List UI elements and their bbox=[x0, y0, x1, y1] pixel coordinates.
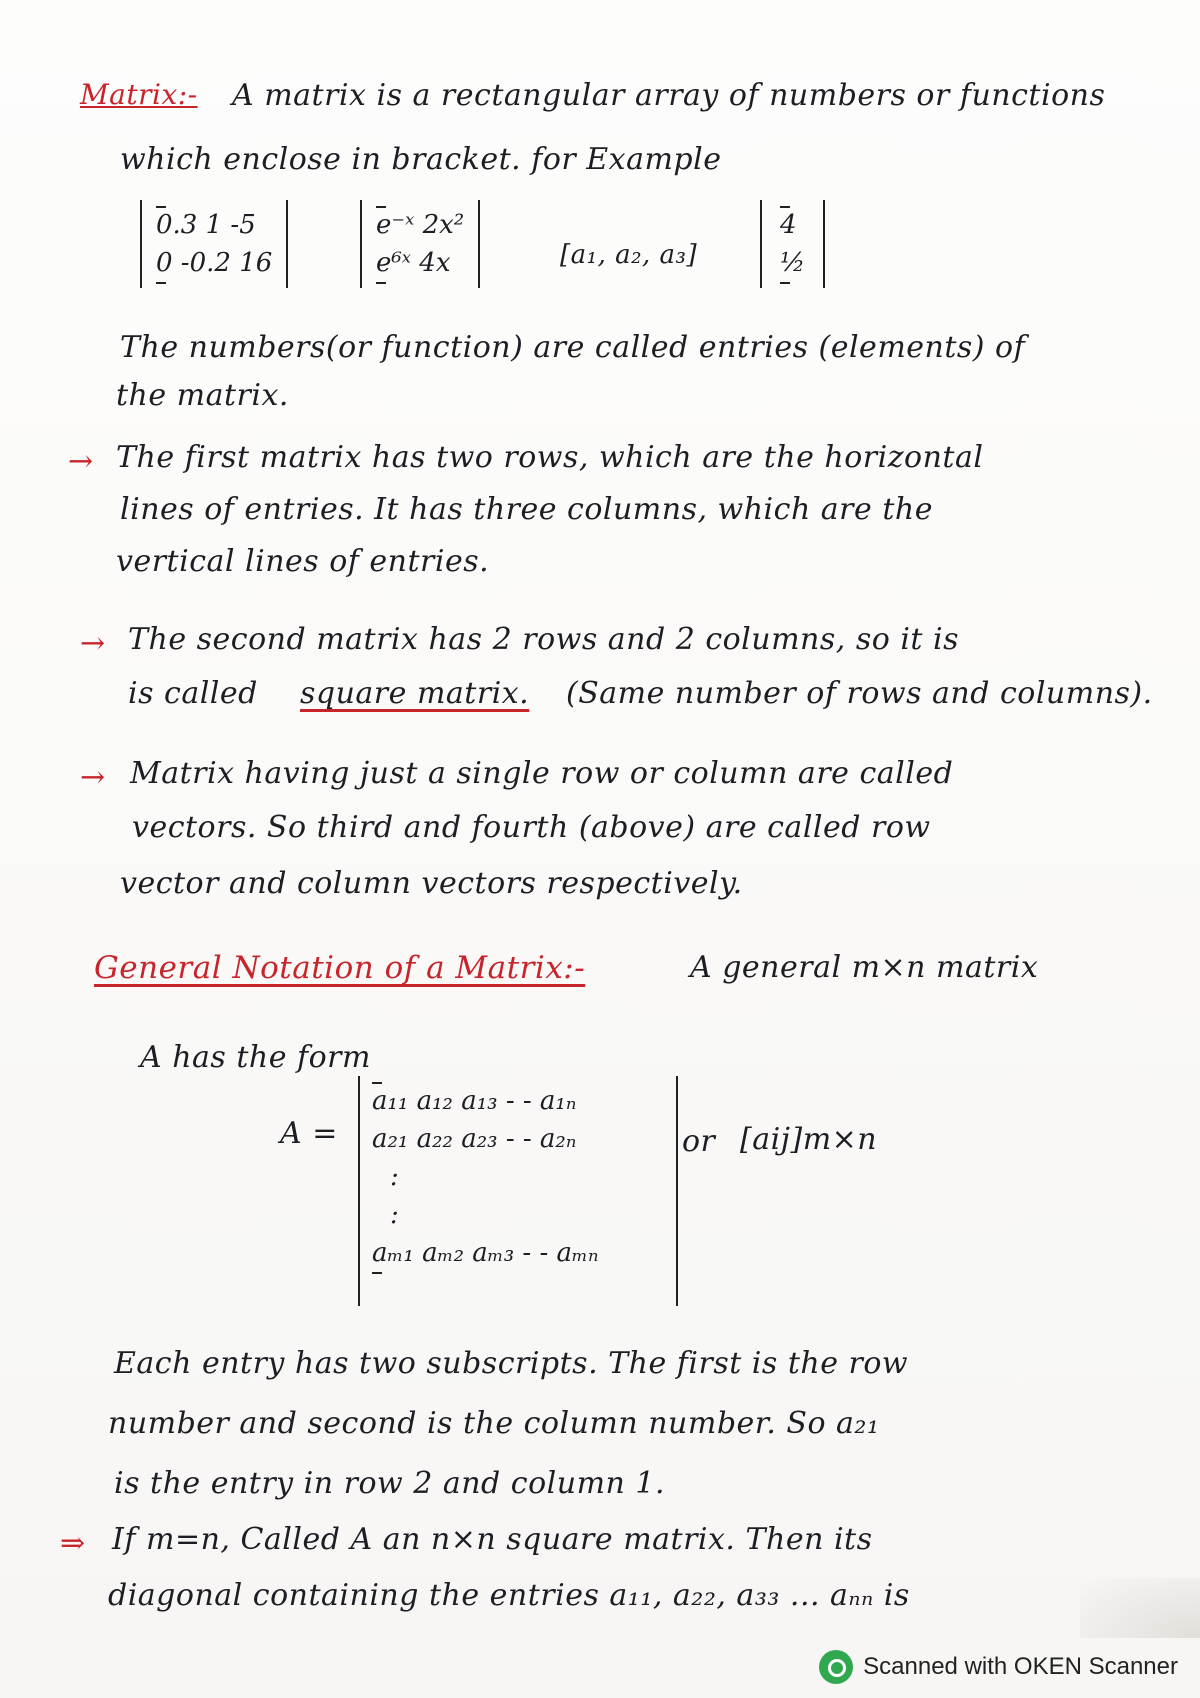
bullet-3-line-3: vector and column vectors respectively. bbox=[120, 866, 743, 901]
subscripts-line-3: is the entry in row 2 and column 1. bbox=[114, 1466, 665, 1501]
square-matrix-term: square matrix. bbox=[300, 676, 530, 711]
bullet-arrow-icon: → bbox=[68, 444, 94, 479]
bullet-1-line-1: The first matrix has two rows, which are the horizontal bbox=[116, 440, 984, 475]
matrix-heading: Matrix:- bbox=[80, 78, 198, 111]
or-label: or bbox=[682, 1124, 716, 1159]
general-matrix-row-dots-2: : bbox=[390, 1200, 399, 1230]
bullet-3-line-2: vectors. So third and fourth (above) are called row bbox=[132, 810, 931, 845]
bullet-arrow-icon: → bbox=[80, 626, 106, 661]
entries-note-line-2: the matrix. bbox=[116, 378, 289, 413]
page-shadow bbox=[1080, 1578, 1200, 1638]
subscripts-line-1: Each entry has two subscripts. The first is the row bbox=[114, 1346, 909, 1381]
general-notation-line-1: A general m×n matrix bbox=[690, 950, 1039, 985]
square-line-1: If m=n, Called A an n×n square matrix. Then its bbox=[112, 1522, 873, 1557]
subscripts-line-2: number and second is the column number. So a₂₁ bbox=[108, 1406, 880, 1441]
definition-line-2: which enclose in bracket. for Example bbox=[120, 142, 722, 177]
general-matrix-row-dots: : bbox=[390, 1162, 399, 1192]
example-column-vector-row-1: 4 bbox=[780, 210, 797, 240]
example-matrix-1-row-2: 0 -0.2 16 bbox=[156, 248, 273, 278]
matrix-a-lhs: A = bbox=[280, 1116, 338, 1151]
general-notation-heading: General Notation of a Matrix:- bbox=[94, 950, 586, 986]
general-matrix-a bbox=[358, 1076, 678, 1306]
scanner-logo-icon bbox=[819, 1650, 853, 1684]
scanner-watermark bbox=[819, 1650, 1178, 1684]
example-column-vector bbox=[760, 200, 825, 288]
bullet-1-line-2: lines of entries. It has three columns, which are the bbox=[120, 492, 933, 527]
scanner-watermark-text: Scanned with OKEN Scanner bbox=[863, 1653, 1178, 1680]
example-matrix-2-row-2: e⁶ˣ 4x bbox=[376, 248, 451, 278]
entries-note-line-1: The numbers(or function) are called entries (elements) of bbox=[120, 330, 1026, 365]
bullet-2-line-1: The second matrix has 2 rows and 2 columns, so it is bbox=[128, 622, 960, 657]
general-matrix-row-2: a₂₁ a₂₂ a₂₃ - - a₂ₙ bbox=[372, 1124, 577, 1154]
example-matrix-2-row-1: e⁻ˣ 2x² bbox=[376, 210, 465, 240]
general-notation-line-2: A has the form bbox=[140, 1040, 371, 1075]
square-line-2: diagonal containing the entries a₁₁, a₂₂, a₃₃ ... aₙₙ is bbox=[108, 1578, 910, 1613]
bullet-3-line-1: Matrix having just a single row or column are called bbox=[130, 756, 954, 791]
general-matrix-row-m: aₘ₁ aₘ₂ aₘ₃ - - aₘₙ bbox=[372, 1238, 599, 1268]
example-row-vector: [a₁, a₂, a₃] bbox=[560, 240, 698, 270]
double-arrow-icon: ⇒ bbox=[60, 1526, 86, 1561]
example-column-vector-row-2: ½ bbox=[780, 248, 806, 278]
bullet-2-line-2a: is called bbox=[128, 676, 258, 711]
bullet-2-line-2c: (Same number of rows and columns). bbox=[566, 676, 1153, 711]
example-matrix-1 bbox=[140, 200, 288, 288]
definition-line-1: A matrix is a rectangular array of numbers or functions bbox=[232, 78, 1106, 113]
example-matrix-2 bbox=[360, 200, 480, 288]
bullet-arrow-icon: → bbox=[80, 760, 106, 795]
matrix-alt-notation: [aij]m×n bbox=[740, 1122, 878, 1157]
general-matrix-row-1: a₁₁ a₁₂ a₁₃ - - a₁ₙ bbox=[372, 1086, 577, 1116]
example-matrix-1-row-1: 0.3 1 -5 bbox=[156, 210, 256, 240]
bullet-1-line-3: vertical lines of entries. bbox=[116, 544, 490, 579]
